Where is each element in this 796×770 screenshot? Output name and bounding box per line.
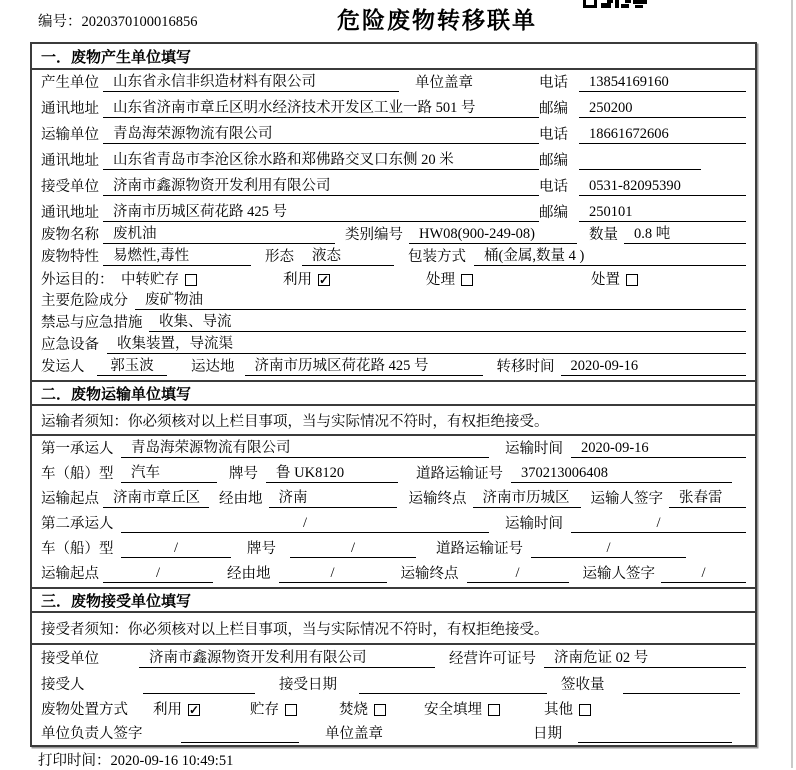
waste-qty-label: 数量	[589, 227, 618, 243]
vehicle1-plate-label: 牌号	[229, 466, 258, 482]
row-transporter-addr-left	[41, 151, 539, 170]
manifest-form	[30, 42, 757, 747]
row-route2	[32, 562, 755, 587]
producer-phone-value: 13854169160	[579, 73, 746, 92]
disposal-landfill-label: 安全填埋	[424, 702, 482, 718]
print-time-value: 2020-09-16 10:49:51	[110, 753, 234, 769]
transporter-zip-label: 邮编	[539, 153, 568, 169]
vehicle2-value: /	[121, 539, 231, 558]
producer-label: 产生单位	[41, 75, 99, 91]
row-dispatch	[32, 358, 755, 380]
purpose-treat-checkbox	[461, 274, 473, 286]
row-transporter-right	[539, 125, 746, 144]
route2-via-value: /	[279, 564, 387, 583]
equipment-label: 应急设备	[41, 337, 99, 353]
vehicle1-value: 汽车	[121, 464, 217, 483]
sign-seal-label: 单位盖章	[325, 726, 383, 742]
print-time-label: 打印时间：	[38, 753, 111, 769]
transporter-addr-value: 山东省青岛市李沧区徐水路和郑佛路交叉口东侧 20 米	[103, 151, 539, 170]
disposal-option-store	[250, 701, 297, 719]
sign-value	[181, 724, 299, 743]
waste-prop-value: 易燃性,毒性	[103, 247, 251, 266]
transporter-phone-value: 18661672606	[579, 125, 746, 144]
purpose-option-treat	[426, 271, 473, 289]
vehicle2-plate-label: 牌号	[247, 541, 276, 557]
sign-label: 单位负责人签字	[41, 726, 143, 742]
producer-addr-label: 通讯地址	[41, 101, 99, 117]
route1-via-label: 经由地	[219, 491, 263, 507]
carrier2-time-value: /	[571, 514, 746, 533]
row-producer-addr-right	[539, 99, 746, 118]
receiver-addr-value: 济南市历城区荷花路 425 号	[103, 203, 539, 222]
waste-prop-label: 废物特性	[41, 249, 99, 265]
row-receiver	[32, 174, 755, 200]
row-transporter	[32, 122, 755, 148]
row-accept-person	[32, 672, 755, 698]
purpose-dispose-checkbox	[626, 274, 638, 286]
receiver-phone-label: 电话	[539, 179, 568, 195]
serial-label: 编号：	[38, 14, 82, 30]
disposal-other-label: 其他	[544, 702, 573, 718]
vehicle2-plate-value: /	[290, 539, 416, 558]
accept-date-value	[359, 675, 547, 694]
vehicle1-label: 车（船）型	[41, 466, 114, 482]
hazard-value: 废矿物油	[135, 291, 746, 310]
purpose-transfer-checkbox	[185, 274, 197, 286]
accept-qty-value	[623, 675, 741, 694]
accept-unit-value: 济南市鑫源物资开发利用有限公司	[139, 649, 435, 668]
accept-license-label: 经营许可证号	[449, 651, 536, 667]
accept-person-label: 接受人	[41, 677, 85, 693]
accept-date-label: 接受日期	[279, 677, 337, 693]
disposal-use-label: 利用	[153, 702, 182, 718]
producer-phone-label: 电话	[539, 75, 568, 91]
row-receiver-addr-right	[539, 203, 746, 222]
waste-pack-value: 桶(金属,数量 4 )	[474, 247, 746, 266]
sign-date-value	[578, 724, 732, 743]
disposal-burn-checkbox	[374, 704, 386, 716]
disposal-label: 废物处置方式	[41, 702, 128, 718]
waste-form-label: 形态	[265, 249, 294, 265]
vehicle1-license-label: 道路运输证号	[416, 466, 503, 482]
producer-zip-value: 250200	[579, 99, 746, 118]
row-waste-name	[32, 226, 755, 248]
section3-notice: 接受者须知：你必须核对以上栏目事项，当与实际情况不符时，有权拒绝接受。	[32, 613, 755, 645]
carrier2-label: 第二承运人	[41, 516, 114, 532]
route2-sign-value: /	[661, 564, 746, 583]
row-emergency	[32, 314, 755, 336]
purpose-treat-label: 处理	[426, 272, 455, 288]
row-vehicle1	[32, 462, 755, 487]
vehicle2-license-value: /	[531, 539, 686, 558]
row-producer-addr-left	[41, 99, 539, 118]
print-time	[38, 749, 233, 770]
producer-zip-label: 邮编	[539, 101, 568, 117]
carrier2-time-label: 运输时间	[505, 516, 563, 532]
waste-pack-label: 包装方式	[408, 249, 466, 265]
serial-number: 2020370100016856	[81, 14, 198, 30]
page-right-edge	[791, 0, 793, 768]
route2-end-value: /	[467, 564, 569, 583]
row-receiver-addr	[32, 200, 755, 226]
carrier1-label: 第一承运人	[41, 441, 114, 457]
disposal-store-label: 贮存	[250, 702, 279, 718]
accept-unit-label: 接受单位	[41, 651, 99, 667]
purpose-label: 外运目的：	[41, 272, 114, 288]
route1-sign-label: 运输人签字	[590, 491, 663, 507]
row-producer-left	[41, 73, 539, 92]
disposal-option-use	[153, 701, 200, 719]
row-receiver-addr-left	[41, 203, 539, 222]
row-accept-unit	[32, 645, 755, 672]
row-producer-right	[539, 73, 746, 92]
transporter-zip-value	[579, 151, 701, 170]
purpose-option-dispose	[591, 271, 638, 289]
route2-label: 运输起点	[41, 566, 99, 582]
disposal-other-checkbox	[579, 704, 591, 716]
row-producer-addr	[32, 96, 755, 122]
section1-title: 一．废物产生单位填写	[32, 44, 755, 70]
disposal-store-checkbox	[285, 704, 297, 716]
row-producer	[32, 70, 755, 96]
waste-name-label: 废物名称	[41, 227, 99, 243]
purpose-transfer-label: 中转贮存	[121, 272, 179, 288]
row-transporter-addr	[32, 148, 755, 174]
dispatch-time-label: 转移时间	[496, 359, 555, 375]
row-carrier1	[32, 436, 755, 462]
row-waste-prop	[32, 248, 755, 270]
hazard-label: 主要危险成分	[41, 293, 128, 309]
route1-value: 济南市章丘区	[103, 489, 209, 508]
row-receiver-left	[41, 177, 539, 196]
producer-value: 山东省永信非织造材料有限公司	[103, 73, 399, 92]
row-receiver-right	[539, 177, 746, 196]
route2-value: /	[103, 564, 213, 583]
waste-form-value: 液态	[302, 247, 394, 266]
document-serial	[38, 10, 198, 31]
disposal-burn-label: 焚烧	[339, 702, 368, 718]
emergency-value: 收集、导流	[149, 313, 746, 332]
sign-date-label: 日期	[533, 726, 562, 742]
equipment-value: 收集装置，导流渠	[107, 335, 746, 354]
route1-sign-value: 张春雷	[669, 489, 746, 508]
dispatch-value: 郭玉波	[97, 357, 167, 376]
receiver-zip-label: 邮编	[539, 205, 568, 221]
producer-seal-label: 单位盖章	[415, 75, 473, 91]
purpose-dispose-label: 处置	[591, 272, 620, 288]
accept-person-value	[143, 675, 255, 694]
purpose-option-transfer	[121, 271, 197, 289]
receiver-label: 接受单位	[41, 179, 99, 195]
producer-addr-value: 山东省济南市章丘区明水经济技术开发区工业一路 501 号	[103, 99, 539, 118]
disposal-option-other	[544, 701, 591, 719]
row-purpose	[32, 270, 755, 292]
row-disposal	[32, 698, 755, 724]
route1-via-value: 济南	[269, 489, 397, 508]
transporter-value: 青岛海荣源物流有限公司	[103, 125, 539, 144]
transporter-addr-label: 通讯地址	[41, 153, 99, 169]
waste-qty-value: 0.8 吨	[624, 225, 746, 244]
emergency-label: 禁忌与应急措施	[41, 315, 143, 331]
row-hazard	[32, 292, 755, 314]
carrier1-value: 青岛海荣源物流有限公司	[121, 439, 489, 458]
row-vehicle2	[32, 537, 755, 562]
route2-sign-label: 运输人签字	[582, 566, 655, 582]
transporter-phone-label: 电话	[539, 127, 568, 143]
dispatch-dest-value: 济南市历城区荷花路 425 号	[245, 357, 483, 376]
waste-cat-value: HW08(900-249-08)	[409, 225, 577, 244]
vehicle2-license-label: 道路运输证号	[436, 541, 523, 557]
receiver-zip-value: 250101	[579, 203, 746, 222]
vehicle2-label: 车（船）型	[41, 541, 114, 557]
section2-notice: 运输者须知：你必须核对以上栏目事项，当与实际情况不符时，有权拒绝接受。	[32, 406, 755, 436]
section2-title: 二．废物运输单位填写	[32, 380, 755, 406]
row-route1	[32, 487, 755, 512]
receiver-phone-value: 0531-82095390	[579, 177, 746, 196]
purpose-option-use	[283, 271, 330, 289]
row-equipment	[32, 336, 755, 358]
route1-end-value: 济南市历城区	[473, 489, 581, 508]
disposal-use-checkbox: ✓	[189, 703, 200, 717]
dispatch-label: 发运人	[41, 359, 85, 375]
disposal-option-burn	[339, 701, 386, 719]
receiver-value: 济南市鑫源物资开发利用有限公司	[103, 177, 539, 196]
section3-title: 三．废物接受单位填写	[32, 587, 755, 613]
route2-via-label: 经由地	[227, 566, 271, 582]
purpose-use-checkbox: ✓	[319, 273, 330, 287]
route2-end-label: 运输终点	[400, 566, 459, 582]
row-carrier2	[32, 512, 755, 537]
row-transporter-left	[41, 125, 539, 144]
waste-name-value: 废机油	[103, 225, 335, 244]
page-title: 危险废物转移联单	[337, 8, 537, 33]
vehicle1-license-value: 370213006408	[511, 464, 732, 483]
accept-qty-label: 签收量	[561, 677, 605, 693]
row-transporter-addr-right	[539, 151, 746, 170]
carrier2-value: /	[121, 514, 489, 533]
disposal-landfill-checkbox	[488, 704, 500, 716]
carrier1-time-value: 2020-09-16	[571, 439, 746, 458]
route1-label: 运输起点	[41, 491, 99, 507]
purpose-use-label: 利用	[283, 272, 312, 288]
route1-end-label: 运输终点	[408, 491, 467, 507]
carrier1-time-label: 运输时间	[505, 441, 563, 457]
dispatch-dest-label: 运达地	[191, 359, 235, 375]
waste-cat-label: 类别编号	[345, 227, 403, 243]
disposal-option-landfill	[424, 701, 500, 719]
accept-license-value: 济南危证 02 号	[544, 649, 746, 668]
transporter-label: 运输单位	[41, 127, 99, 143]
row-sign	[32, 724, 755, 747]
receiver-addr-label: 通讯地址	[41, 205, 99, 221]
dispatch-time-value: 2020-09-16	[561, 357, 747, 376]
vehicle1-plate-value: 鲁 UK8120	[266, 464, 398, 483]
qr-code-fragment	[583, 0, 650, 9]
